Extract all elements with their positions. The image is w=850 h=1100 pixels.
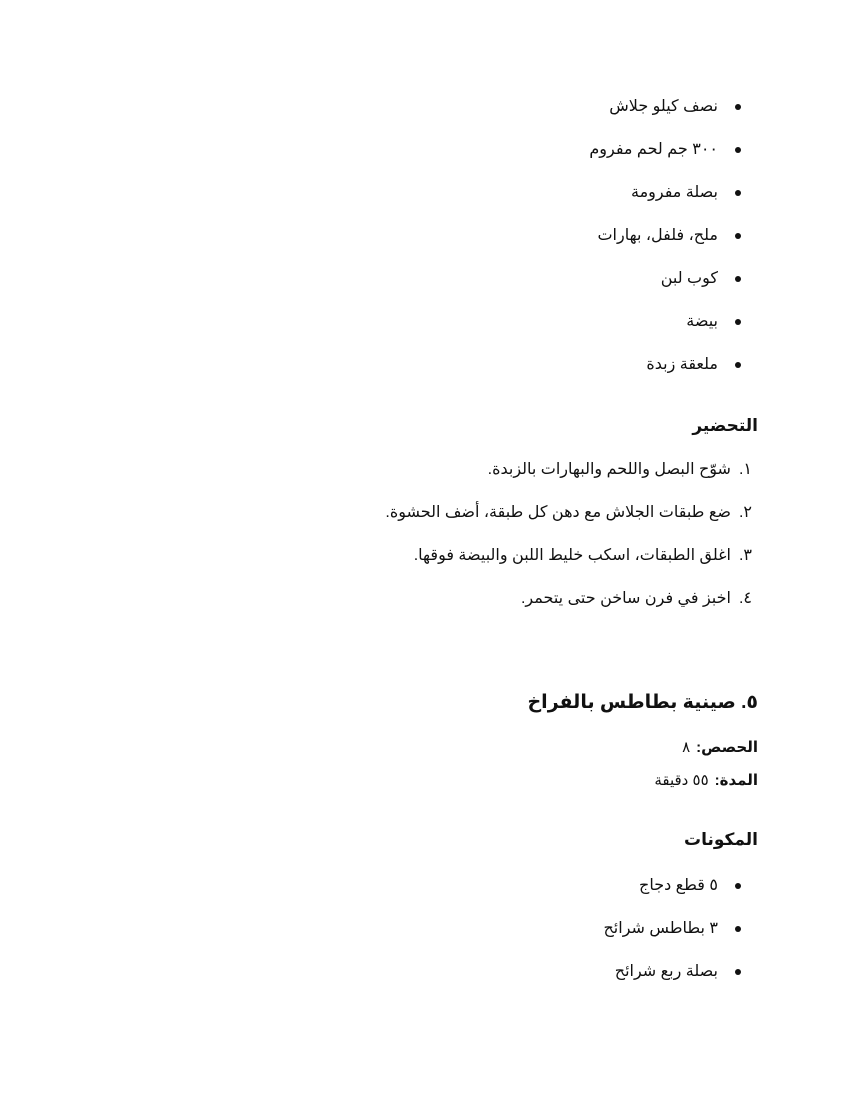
servings-value: ٨ [682, 739, 691, 756]
ingredients-list-bottom-container [158, 875, 758, 1004]
bullet-icon [735, 883, 741, 889]
bullet-icon [735, 147, 741, 153]
step-number: ٤. [738, 590, 752, 607]
list-item [158, 961, 758, 1004]
bullet-icon [735, 926, 741, 932]
bullet-icon [735, 276, 741, 282]
step-item [158, 588, 758, 631]
bullet-icon [735, 233, 741, 239]
list-item-text: ٣٠٠ جم لحم مفروم [589, 141, 718, 158]
list-item [158, 268, 758, 311]
list-item [158, 182, 758, 225]
list-item [158, 96, 758, 139]
bullet-icon [735, 190, 741, 196]
step-item [158, 502, 758, 545]
list-item-text: ٣ بطاطس شرائح [603, 920, 718, 937]
step-item [158, 459, 758, 502]
ingredients-list-bottom [158, 875, 758, 1004]
list-item-text: بيضة [686, 313, 718, 330]
list-item-text: بصلة مفرومة [630, 184, 718, 201]
step-item [158, 545, 758, 588]
list-item [158, 225, 758, 268]
list-item-text: ملعقة زبدة [646, 356, 718, 373]
list-item-text: كوب لبن [660, 270, 718, 287]
list-item-text: ملح، فلفل، بهارات [597, 227, 718, 244]
bullet-icon [735, 104, 741, 110]
bullet-icon [735, 362, 741, 368]
bullet-icon [735, 319, 741, 325]
list-item-text: نصف كيلو جلاش [609, 98, 718, 115]
ingredients-list-top [158, 96, 758, 397]
duration-value: ٥٥ دقيقة [654, 772, 709, 789]
list-item [158, 139, 758, 182]
duration-label: المدة: [714, 772, 758, 789]
servings-row [158, 737, 758, 771]
step-text: شوّح البصل واللحم والبهارات بالزبدة. [487, 461, 731, 478]
preparation-steps [158, 459, 758, 631]
list-item-text: بصلة ربع شرائح [614, 963, 718, 980]
servings-label: الحصص: [696, 739, 758, 756]
step-text: اغلق الطبقات، اسكب خليط اللبن والبيضة فوقها. [413, 547, 731, 564]
step-number: ١. [738, 461, 752, 478]
list-item [158, 311, 758, 354]
preparation-steps-container [158, 459, 758, 631]
step-number: ٣. [738, 547, 752, 564]
ingredients-heading: المكونات [683, 830, 758, 849]
list-item-text: ٥ قطع دجاج [639, 877, 718, 894]
preparation-heading: التحضير [692, 416, 758, 435]
step-text: ضع طبقات الجلاش مع دهن كل طبقة، أضف الحشوة. [385, 504, 731, 521]
list-item [158, 354, 758, 397]
recipe-title: ٥. صينية بطاطس بالفراخ [527, 692, 758, 713]
ingredients-list-top-container [158, 96, 758, 397]
list-item [158, 918, 758, 961]
bullet-icon [735, 969, 741, 975]
duration-row [158, 770, 758, 804]
step-number: ٢. [738, 504, 752, 521]
list-item [158, 875, 758, 918]
step-text: اخبز في فرن ساخن حتى يتحمر. [520, 590, 731, 607]
